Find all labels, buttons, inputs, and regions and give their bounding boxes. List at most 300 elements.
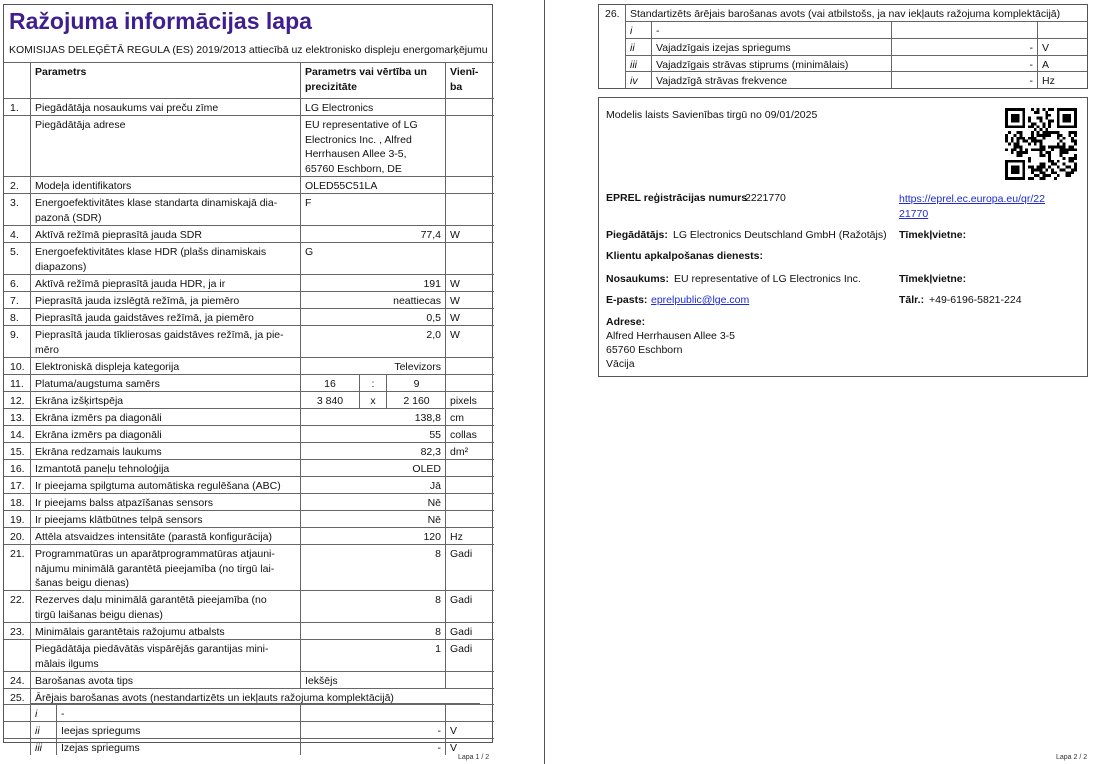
qr-module: [1042, 134, 1045, 137]
sub-unit: V: [1037, 39, 1087, 55]
table-row: [4, 391, 494, 408]
unit-cell: [445, 99, 494, 115]
qr-module: [1063, 114, 1066, 117]
row-number: 23.: [10, 626, 25, 638]
qr-module: [1048, 157, 1051, 160]
row-number: 15.: [10, 446, 25, 458]
text-line: šanas beigu dienas): [35, 577, 129, 589]
website-label: Tīmekļvietne:: [899, 229, 967, 241]
qr-module: [1045, 114, 1048, 117]
text-line: 65760 Eschborn, DE: [305, 162, 402, 175]
qr-module: [1022, 111, 1025, 114]
qr-module: [1022, 122, 1025, 125]
text-line: Ir pieejama spilgtuma automātiska regulēšana (ABC): [35, 480, 281, 492]
qr-module: [1068, 114, 1071, 117]
value-cell: [300, 426, 445, 442]
qr-module: [1054, 177, 1057, 180]
text-line: Nē: [427, 514, 441, 526]
qr-module: [1051, 120, 1054, 123]
sub-label: Izejas spriegums: [56, 739, 300, 755]
qr-module: [1034, 140, 1037, 143]
qr-module: [1037, 168, 1040, 171]
qr-module: [1028, 157, 1031, 160]
sub-row: [625, 38, 1087, 55]
qr-module: [1005, 117, 1008, 120]
qr-module: [1071, 157, 1074, 160]
qr-module: [1017, 108, 1020, 111]
unit-cell: [445, 358, 494, 374]
qr-module: [1045, 131, 1048, 134]
unit-cell: collas: [445, 426, 494, 442]
row-number: 13.: [10, 412, 25, 424]
qr-module: [1054, 131, 1057, 134]
qr-module: [1031, 122, 1034, 125]
qr-module: [1045, 117, 1048, 120]
parameter-cell: [30, 177, 300, 193]
parameter-cell: [30, 443, 300, 459]
unit-cell: [445, 494, 494, 510]
text-line: Pieprasītā jauda izslēgtā režīmā, ja piemēro: [35, 295, 240, 307]
qr-module: [1014, 148, 1017, 151]
sub-unit: [445, 705, 494, 721]
phone-value: +49-6196-5821-224: [929, 294, 1022, 306]
qr-module: [1065, 171, 1068, 174]
qr-module: [1074, 140, 1077, 143]
qr-module: [1014, 120, 1017, 123]
unit-cell: [445, 672, 494, 688]
qr-module: [1037, 117, 1040, 120]
qr-module: [1025, 151, 1028, 154]
qr-module: [1074, 166, 1077, 169]
qr-module: [1045, 134, 1048, 137]
qr-module: [1048, 120, 1051, 123]
qr-module: [1074, 120, 1077, 123]
qr-module: [1017, 140, 1020, 143]
qr-module: [1074, 114, 1077, 117]
qr-module: [1008, 177, 1011, 180]
market-date-text: Modelis laists Savienības tirgū no 09/01/2025: [606, 109, 818, 121]
table-row: [4, 274, 494, 291]
qr-code[interactable]: [1005, 108, 1077, 180]
text-line: 77,4: [420, 229, 441, 241]
qr-module: [1054, 145, 1057, 148]
parameter-cell: [30, 640, 300, 671]
qr-module: [1054, 171, 1057, 174]
qr-module: [1042, 163, 1045, 166]
value-cell: [300, 623, 445, 639]
parameter-cell: [30, 426, 300, 442]
parameter-cell: [30, 623, 300, 639]
qr-module: [1031, 148, 1034, 151]
parameter-cell: [30, 528, 300, 544]
qr-module: [1040, 154, 1043, 157]
address-line-3: Vācija: [606, 358, 635, 370]
sub-value: -: [891, 72, 1037, 88]
qr-module: [1063, 117, 1066, 120]
table-row: [4, 639, 494, 671]
qr-module: [1022, 120, 1025, 123]
qr-module: [1068, 131, 1071, 134]
qr-module: [1065, 125, 1068, 128]
qr-module: [1031, 108, 1034, 111]
text-line: Ekrāna izmērs pa diagonāli: [35, 412, 162, 424]
unit-cell: W: [445, 226, 494, 242]
qr-module: [1005, 125, 1008, 128]
supplier-value: LG Electronics Deutschland GmbH (Ražotājs): [673, 229, 887, 241]
split-value-right: 2 160: [403, 395, 430, 407]
text-line: Piegādātāja piedāvātās vispārējās garantijas mini-: [35, 643, 269, 655]
qr-module: [1017, 166, 1020, 169]
sub-value: -: [300, 722, 445, 738]
roman-numeral: ii: [30, 722, 56, 738]
qr-module: [1042, 122, 1045, 125]
eprel-link-line-1[interactable]: https://eprel.ec.europa.eu/qr/22: [899, 193, 1045, 205]
row-number: 2.: [10, 180, 19, 192]
qr-module: [1014, 145, 1017, 148]
row-number: 4.: [10, 229, 19, 241]
qr-module: [1074, 134, 1077, 137]
qr-module: [1014, 114, 1017, 117]
qr-module: [1022, 177, 1025, 180]
qr-module: [1040, 177, 1043, 180]
parameter-cell: [30, 545, 300, 590]
unit-cell: [445, 116, 494, 176]
qr-module: [1017, 131, 1020, 134]
row-number: 6.: [10, 278, 19, 290]
table-row: [4, 291, 494, 308]
qr-module: [1019, 108, 1022, 111]
value-cell-split: [300, 392, 445, 408]
text-line: neattiecas: [393, 295, 441, 307]
name-value: EU representative of LG Electronics Inc.: [674, 273, 861, 285]
unit-cell: dm²: [445, 443, 494, 459]
unit-cell: cm: [445, 409, 494, 425]
table-header-row: [4, 62, 494, 98]
qr-module: [1040, 148, 1043, 151]
regulation-subtitle: KOMISIJAS DELEĢĒTĀ REGULA (ES) 2019/2013 attiecībā uz elektronisko displeju energomarķējumu: [9, 44, 488, 56]
qr-module: [1074, 163, 1077, 166]
table-row: [4, 544, 494, 590]
qr-module: [1068, 160, 1071, 163]
parameter-cell: [30, 99, 300, 115]
qr-module: [1008, 131, 1011, 134]
qr-module: [1068, 174, 1071, 177]
qr-module: [1031, 137, 1034, 140]
qr-module: [1057, 137, 1060, 140]
text-line: G: [305, 246, 314, 258]
eprel-link[interactable]: [899, 192, 1045, 221]
row-number: 20.: [10, 531, 25, 543]
text-line: Iekšējs: [305, 675, 338, 687]
qr-module: [1005, 108, 1008, 111]
unit-cell: [445, 477, 494, 493]
qr-module: [1045, 111, 1048, 114]
qr-module: [1008, 125, 1011, 128]
text-line: Aktīvā režīmā pieprasītā jauda SDR: [35, 229, 202, 241]
unit-cell: [445, 194, 494, 225]
sub-label: Vajadzīgais izejas spriegums: [651, 39, 891, 55]
text-line: Pieprasītā jauda gaidstāves režīmā, ja piemēro: [35, 312, 254, 324]
qr-module: [1048, 114, 1051, 117]
qr-module: [1051, 171, 1054, 174]
qr-module: [1017, 171, 1020, 174]
value-cell: [300, 591, 445, 622]
text-line: nājumu minimālā garantētā pieejamība (no tirgū lai-: [35, 562, 275, 575]
qr-module: [1014, 143, 1017, 146]
qr-module: [1042, 174, 1045, 177]
qr-module: [1017, 114, 1020, 117]
value-cell: [300, 116, 445, 176]
qr-module: [1057, 108, 1060, 111]
row-number: [4, 640, 30, 671]
unit-cell: pixels: [445, 392, 494, 408]
roman-numeral: i: [625, 22, 651, 38]
external-power-supply-title: Ārējais barošanas avots (nestandartizēts un iekļauts ražojuma komplektācijā): [30, 689, 480, 704]
qr-module: [1040, 117, 1043, 120]
qr-module: [1057, 160, 1060, 163]
name-label: Nosaukums:: [606, 273, 670, 285]
value-cell: [300, 443, 445, 459]
qr-module: [1008, 143, 1011, 146]
roman-numeral: iv: [625, 72, 651, 88]
row-number: 22.: [10, 594, 25, 606]
qr-module: [1037, 140, 1040, 143]
header-unit-line: Vienī-: [450, 66, 479, 78]
split-value-left: 16: [324, 378, 336, 390]
qr-module: [1005, 177, 1008, 180]
qr-module: [1028, 120, 1031, 123]
qr-module: [1008, 108, 1011, 111]
qr-module: [1063, 168, 1066, 171]
qr-module: [1048, 131, 1051, 134]
qr-module: [1005, 120, 1008, 123]
qr-module: [1060, 151, 1063, 154]
text-line: Energoefektivitātes klase HDR (plašs dinamiskais: [35, 246, 267, 258]
split-value-left: 3 840: [316, 395, 344, 407]
qr-module: [1074, 168, 1077, 171]
unit-cell: W: [445, 292, 494, 308]
qr-module: [1037, 148, 1040, 151]
row-number: 18.: [10, 497, 25, 509]
website-label-2: Tīmekļvietne:: [899, 273, 967, 285]
text-line: pazonā (SDR): [35, 211, 102, 224]
qr-module: [1014, 134, 1017, 137]
row-number: 3.: [10, 197, 19, 209]
qr-module: [1057, 111, 1060, 114]
row-number: 17.: [10, 480, 25, 492]
qr-module: [1042, 148, 1045, 151]
value-cell: [300, 194, 445, 225]
qr-module: [1042, 177, 1045, 180]
qr-module: [1031, 131, 1034, 134]
qr-module: [1019, 151, 1022, 154]
text-line: Energoefektivitātes klase standarta dinamiskajā dia-: [35, 197, 278, 209]
qr-module: [1074, 125, 1077, 128]
qr-module: [1005, 140, 1008, 143]
qr-module: [1019, 131, 1022, 134]
value-cell: [300, 528, 445, 544]
qr-module: [1031, 134, 1034, 137]
qr-module: [1074, 148, 1077, 151]
qr-module: [1042, 137, 1045, 140]
qr-module: [1051, 131, 1054, 134]
text-line: Izmantotā paneļu tehnoloģija: [35, 463, 170, 475]
parameter-cell: [30, 194, 300, 225]
qr-module: [1022, 174, 1025, 177]
email-link[interactable]: eprelpublic@lge.com: [651, 294, 750, 306]
text-line: tirgū laišanas beigu dienas): [35, 608, 163, 621]
parameter-cell: [30, 494, 300, 510]
table-row: [4, 408, 494, 425]
qr-module: [1042, 171, 1045, 174]
value-cell: [300, 494, 445, 510]
text-line: Barošanas avota tips: [35, 675, 134, 687]
qr-module: [1065, 151, 1068, 154]
qr-module: [1060, 154, 1063, 157]
qr-module: [1011, 120, 1014, 123]
qr-module: [1031, 140, 1034, 143]
qr-module: [1022, 114, 1025, 117]
qr-module: [1019, 134, 1022, 137]
parameter-cell: [30, 309, 300, 325]
qr-module: [1025, 148, 1028, 151]
qr-module: [1057, 122, 1060, 125]
qr-module: [1068, 125, 1071, 128]
qr-module: [1005, 137, 1008, 140]
sub-value: -: [300, 739, 445, 755]
sub-value: [300, 705, 445, 721]
qr-module: [1065, 166, 1068, 169]
parameter-cell: [30, 243, 300, 274]
text-line: Ir pieejams balss atpazīšanas sensors: [35, 497, 214, 509]
qr-module: [1068, 171, 1071, 174]
parameter-cell: [30, 116, 300, 176]
qr-module: [1005, 134, 1008, 137]
qr-module: [1074, 122, 1077, 125]
text-line: 8: [435, 548, 441, 560]
qr-module: [1065, 174, 1068, 177]
qr-module: [1074, 154, 1077, 157]
qr-module: [1005, 148, 1008, 151]
qr-module: [1040, 168, 1043, 171]
unit-cell: Gadi: [445, 640, 494, 671]
qr-module: [1040, 145, 1043, 148]
sub-label: Vajadzīgais strāvas stiprums (minimālais): [651, 56, 891, 72]
address-line-2: 65760 Eschborn: [606, 344, 683, 356]
qr-module: [1014, 125, 1017, 128]
text-line: Herrhausen Allee 3-5,: [305, 148, 407, 160]
table-row: [4, 671, 494, 688]
parameter-cell: [30, 392, 300, 408]
qr-module: [1011, 177, 1014, 180]
table-row: [4, 176, 494, 193]
qr-module: [1063, 157, 1066, 160]
standard-power-supply-title: Standartizēts ārējais barošanas avots (vai atbilstošs, ja nav iekļauts ražojuma komplektācijā): [625, 5, 1087, 21]
qr-module: [1022, 117, 1025, 120]
text-line: OLED: [412, 463, 441, 475]
text-line: mālais ilgums: [35, 657, 99, 670]
text-line: Platuma/augstuma samērs: [35, 378, 160, 390]
unit-cell: Gadi: [445, 623, 494, 639]
eprel-label: EPREL reģistrācijas numurs: [606, 192, 748, 204]
text-line: Programmatūras un aparātprogrammatūras atjauni-: [35, 548, 275, 560]
parameter-cell: [30, 460, 300, 476]
parameter-cell: [30, 226, 300, 242]
qr-module: [1042, 145, 1045, 148]
page-title: Ražojuma informācijas lapa: [9, 8, 312, 34]
unit-cell: [445, 375, 494, 391]
qr-module: [1008, 160, 1011, 163]
qr-module: [1005, 122, 1008, 125]
sub-label: -: [651, 22, 891, 38]
qr-module: [1037, 131, 1040, 134]
qr-module: [1068, 166, 1071, 169]
qr-module: [1063, 145, 1066, 148]
qr-module: [1074, 111, 1077, 114]
qr-module: [1068, 145, 1071, 148]
qr-module: [1071, 131, 1074, 134]
qr-module: [1040, 166, 1043, 169]
qr-module: [1063, 120, 1066, 123]
row-number: 14.: [10, 429, 25, 441]
qr-module: [1028, 143, 1031, 146]
value-cell: [300, 309, 445, 325]
qr-module: [1022, 163, 1025, 166]
qr-module: [1060, 168, 1063, 171]
address-label: Adrese:: [606, 316, 646, 328]
qr-module: [1011, 148, 1014, 151]
qr-module: [1017, 137, 1020, 140]
row-25-title: [4, 688, 494, 704]
qr-module: [1048, 166, 1051, 169]
qr-module: [1022, 151, 1025, 154]
qr-module: [1014, 166, 1017, 169]
supplier-label: Piegādātājs:: [606, 229, 668, 241]
qr-module: [1057, 120, 1060, 123]
row-number: 25.: [10, 692, 25, 704]
table-row: [4, 242, 494, 274]
qr-module: [1057, 166, 1060, 169]
qr-module: [1060, 140, 1063, 143]
qr-module: [1014, 108, 1017, 111]
qr-module: [1040, 171, 1043, 174]
value-cell: [300, 672, 445, 688]
parameter-cell: [30, 672, 300, 688]
parameter-cell: [30, 375, 300, 391]
sub-unit: Hz: [1037, 72, 1087, 88]
qr-module: [1048, 151, 1051, 154]
split-value-right: 9: [413, 378, 420, 390]
qr-module: [1057, 143, 1060, 146]
qr-module: [1063, 125, 1066, 128]
qr-module: [1040, 120, 1043, 123]
text-line: Ekrāna izmērs pa diagonāli: [35, 429, 162, 441]
qr-module: [1028, 166, 1031, 169]
qr-module: [1014, 168, 1017, 171]
qr-module: [1025, 140, 1028, 143]
text-line: Elektroniskā displeja kategorija: [35, 361, 180, 373]
header-value-line: Parametrs vai vērtība un: [305, 66, 427, 78]
text-line: Attēla atsvaidzes intensitāte (parastā konfigurācija): [35, 531, 272, 543]
sub-row: [625, 21, 1087, 38]
qr-module: [1014, 117, 1017, 120]
qr-module: [1017, 168, 1020, 171]
value-cell: [300, 545, 445, 590]
row-number: 21.: [10, 548, 25, 560]
qr-module: [1074, 143, 1077, 146]
eprel-link-line-2[interactable]: 21770: [899, 207, 929, 220]
qr-module: [1042, 166, 1045, 169]
